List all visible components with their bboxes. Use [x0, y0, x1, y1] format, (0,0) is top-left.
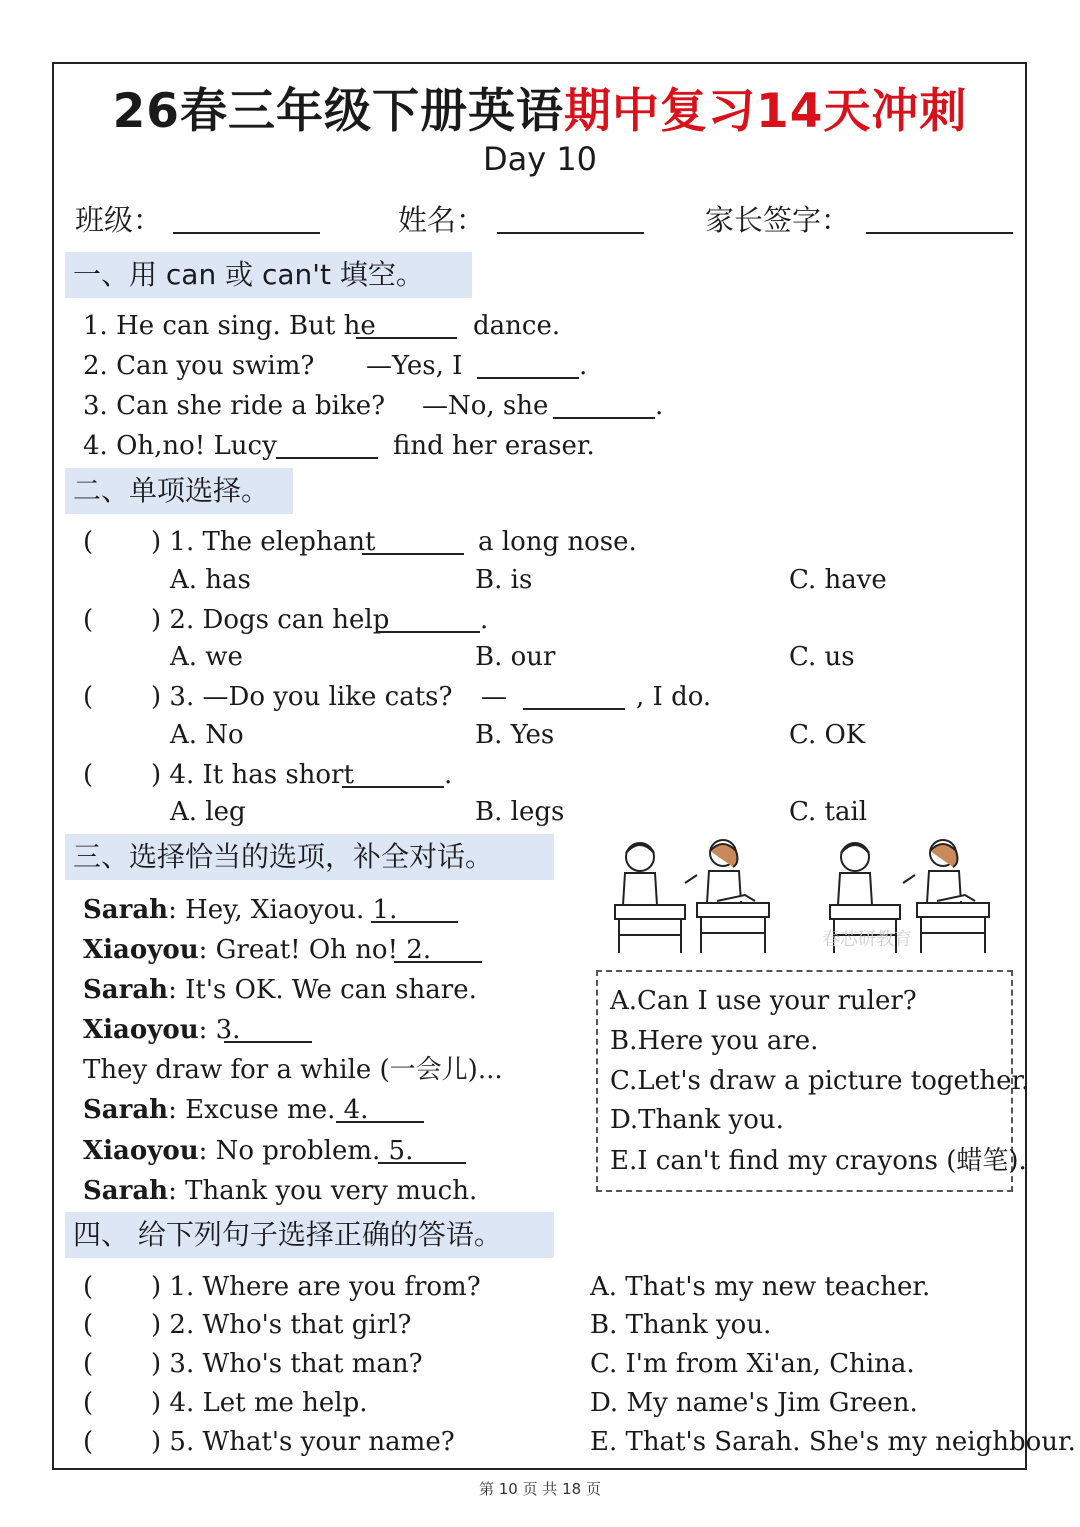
s2-q4-option-a[interactable]: A. leg [170, 797, 246, 827]
class-label: 班级： [75, 203, 163, 237]
dialog-blank-2[interactable] [394, 961, 482, 963]
dialog-line-7: Xiaoyou: No problem. 5. [83, 1136, 414, 1166]
dialog-option-c: C.Let's draw a picture together. [610, 1066, 1030, 1096]
s2-q4-option-b[interactable]: B. legs [475, 797, 565, 827]
s2-q3-dash: — [481, 682, 507, 712]
dialog-line-2: Xiaoyou: Great! Oh no! 2. [83, 935, 432, 965]
parent-signature-label: 家长签字： [705, 203, 851, 237]
s2-q2-paren[interactable]: ( [83, 605, 94, 635]
s2-q1-option-c[interactable]: C. have [789, 565, 887, 595]
s2-q4: ) 4. It has short [151, 760, 354, 790]
s4-q1-paren[interactable]: ( [83, 1272, 94, 1302]
s4-q2-paren[interactable]: ( [83, 1310, 94, 1340]
s2-q1-blank[interactable] [362, 553, 464, 555]
s4-q4-paren[interactable]: ( [83, 1388, 94, 1418]
dialog-line-6: Sarah: Excuse me. 4. [83, 1095, 369, 1125]
s1-q2-blank[interactable] [477, 377, 579, 379]
dialog-option-e: E.I can't find my crayons (蜡笔). [610, 1146, 1027, 1176]
s4-q5: ) 5. What's your name? [151, 1427, 455, 1457]
s2-q3-option-c[interactable]: C. OK [789, 720, 866, 750]
s2-q1: ) 1. The elephant [151, 527, 376, 557]
s4-q5-paren[interactable]: ( [83, 1427, 94, 1457]
parent-signature-field[interactable] [866, 232, 1013, 234]
s4-q2: ) 2. Who's that girl? [151, 1310, 412, 1340]
dialog-line-8: Sarah: Thank you very much. [83, 1176, 478, 1206]
s2-q3-tail: , I do. [636, 682, 712, 712]
s2-q2-tail: . [480, 605, 489, 635]
dialog-option-a: A.Can I use your ruler? [610, 986, 917, 1016]
s1-q1: 1. He can sing. But he [83, 311, 376, 341]
dialog-blank-3[interactable] [224, 1041, 312, 1043]
dialog-option-b: B.Here you are. [610, 1026, 819, 1056]
s2-q3-blank[interactable] [523, 708, 625, 710]
day-label: Day 10 [482, 140, 598, 178]
s1-q3-answer: —No, she [422, 391, 549, 421]
s4-q1: ) 1. Where are you from? [151, 1272, 481, 1302]
section4-heading: 四、 给下列句子选择正确的答语。 [65, 1212, 554, 1258]
s1-q1-blank[interactable] [356, 337, 457, 339]
s2-q1-option-b[interactable]: B. is [475, 565, 533, 595]
section1-heading: 一、用 can 或 can't 填空。 [65, 252, 472, 298]
s1-q1-tail: dance. [473, 311, 561, 341]
s2-q1-tail: a long nose. [478, 527, 637, 557]
s1-q2: 2. Can you swim? [83, 351, 315, 381]
s4-q3-paren[interactable]: ( [83, 1349, 94, 1379]
s1-q3: 3. Can she ride a bike? [83, 391, 386, 421]
s2-q2-option-b[interactable]: B. our [475, 642, 556, 672]
page-number: 第 10 页 共 18 页 [478, 1480, 601, 1498]
dialog-blank-1[interactable] [371, 921, 458, 923]
dialog-option-d: D.Thank you. [610, 1105, 784, 1135]
s1-q3-tail: . [655, 391, 664, 421]
s2-q3-option-a[interactable]: A. No [170, 720, 244, 750]
s2-q4-tail: . [444, 760, 453, 790]
s4-answer-d: D. My name's Jim Green. [590, 1388, 918, 1418]
page-title: 26春三年级下册英语期中复习14天冲刺 [112, 84, 968, 139]
s4-answer-a: A. That's my new teacher. [590, 1272, 931, 1302]
section2-heading: 二、单项选择。 [65, 468, 293, 514]
section3-heading: 三、选择恰当的选项，补全对话。 [65, 834, 554, 880]
s1-q4-blank[interactable] [276, 457, 378, 459]
name-label: 姓名： [398, 203, 486, 237]
s4-answer-e: E. That's Sarah. She's my neighbour. [590, 1427, 1076, 1457]
s1-q4-tail: find her eraser. [393, 431, 595, 461]
s4-q4: ) 4. Let me help. [151, 1388, 368, 1418]
dialog-blank-4[interactable] [336, 1121, 424, 1123]
s1-q2-answer: —Yes, I [366, 351, 463, 381]
s2-q3: ) 3. —Do you like cats? [151, 682, 453, 712]
s4-answer-b: B. Thank you. [590, 1310, 772, 1340]
s2-q4-option-c[interactable]: C. tail [789, 797, 868, 827]
name-field[interactable] [497, 232, 644, 234]
dialog-line-1: Sarah: Hey, Xiaoyou. 1. [83, 895, 398, 925]
s2-q2-blank[interactable] [378, 631, 480, 633]
s2-q2: ) 2. Dogs can help [151, 605, 390, 635]
dialog-blank-5[interactable] [378, 1162, 466, 1164]
s1-q2-tail: . [579, 351, 588, 381]
watermark: 春芯研教育 [822, 929, 912, 950]
s2-q2-option-a[interactable]: A. we [170, 642, 243, 672]
children-drawing-illustration [605, 835, 1000, 960]
dialog-line-3: Sarah: It's OK. We can share. [83, 975, 477, 1005]
dialog-line-5: They draw for a while (一会儿)... [83, 1055, 503, 1085]
s2-q4-blank[interactable] [342, 786, 444, 788]
class-field[interactable] [173, 232, 320, 234]
s2-q2-option-c[interactable]: C. us [789, 642, 855, 672]
s1-q3-blank[interactable] [553, 417, 655, 419]
dialog-line-4: Xiaoyou: 3. [83, 1015, 241, 1045]
s4-answer-c: C. I'm from Xi'an, China. [590, 1349, 915, 1379]
s2-q1-option-a[interactable]: A. has [170, 565, 251, 595]
s2-q3-option-b[interactable]: B. Yes [475, 720, 555, 750]
s2-q4-paren[interactable]: ( [83, 760, 94, 790]
s2-q3-paren[interactable]: ( [83, 682, 94, 712]
s1-q4: 4. Oh,no! Lucy [83, 431, 277, 461]
s2-q1-paren[interactable]: ( [83, 527, 94, 557]
s4-q3: ) 3. Who's that man? [151, 1349, 423, 1379]
